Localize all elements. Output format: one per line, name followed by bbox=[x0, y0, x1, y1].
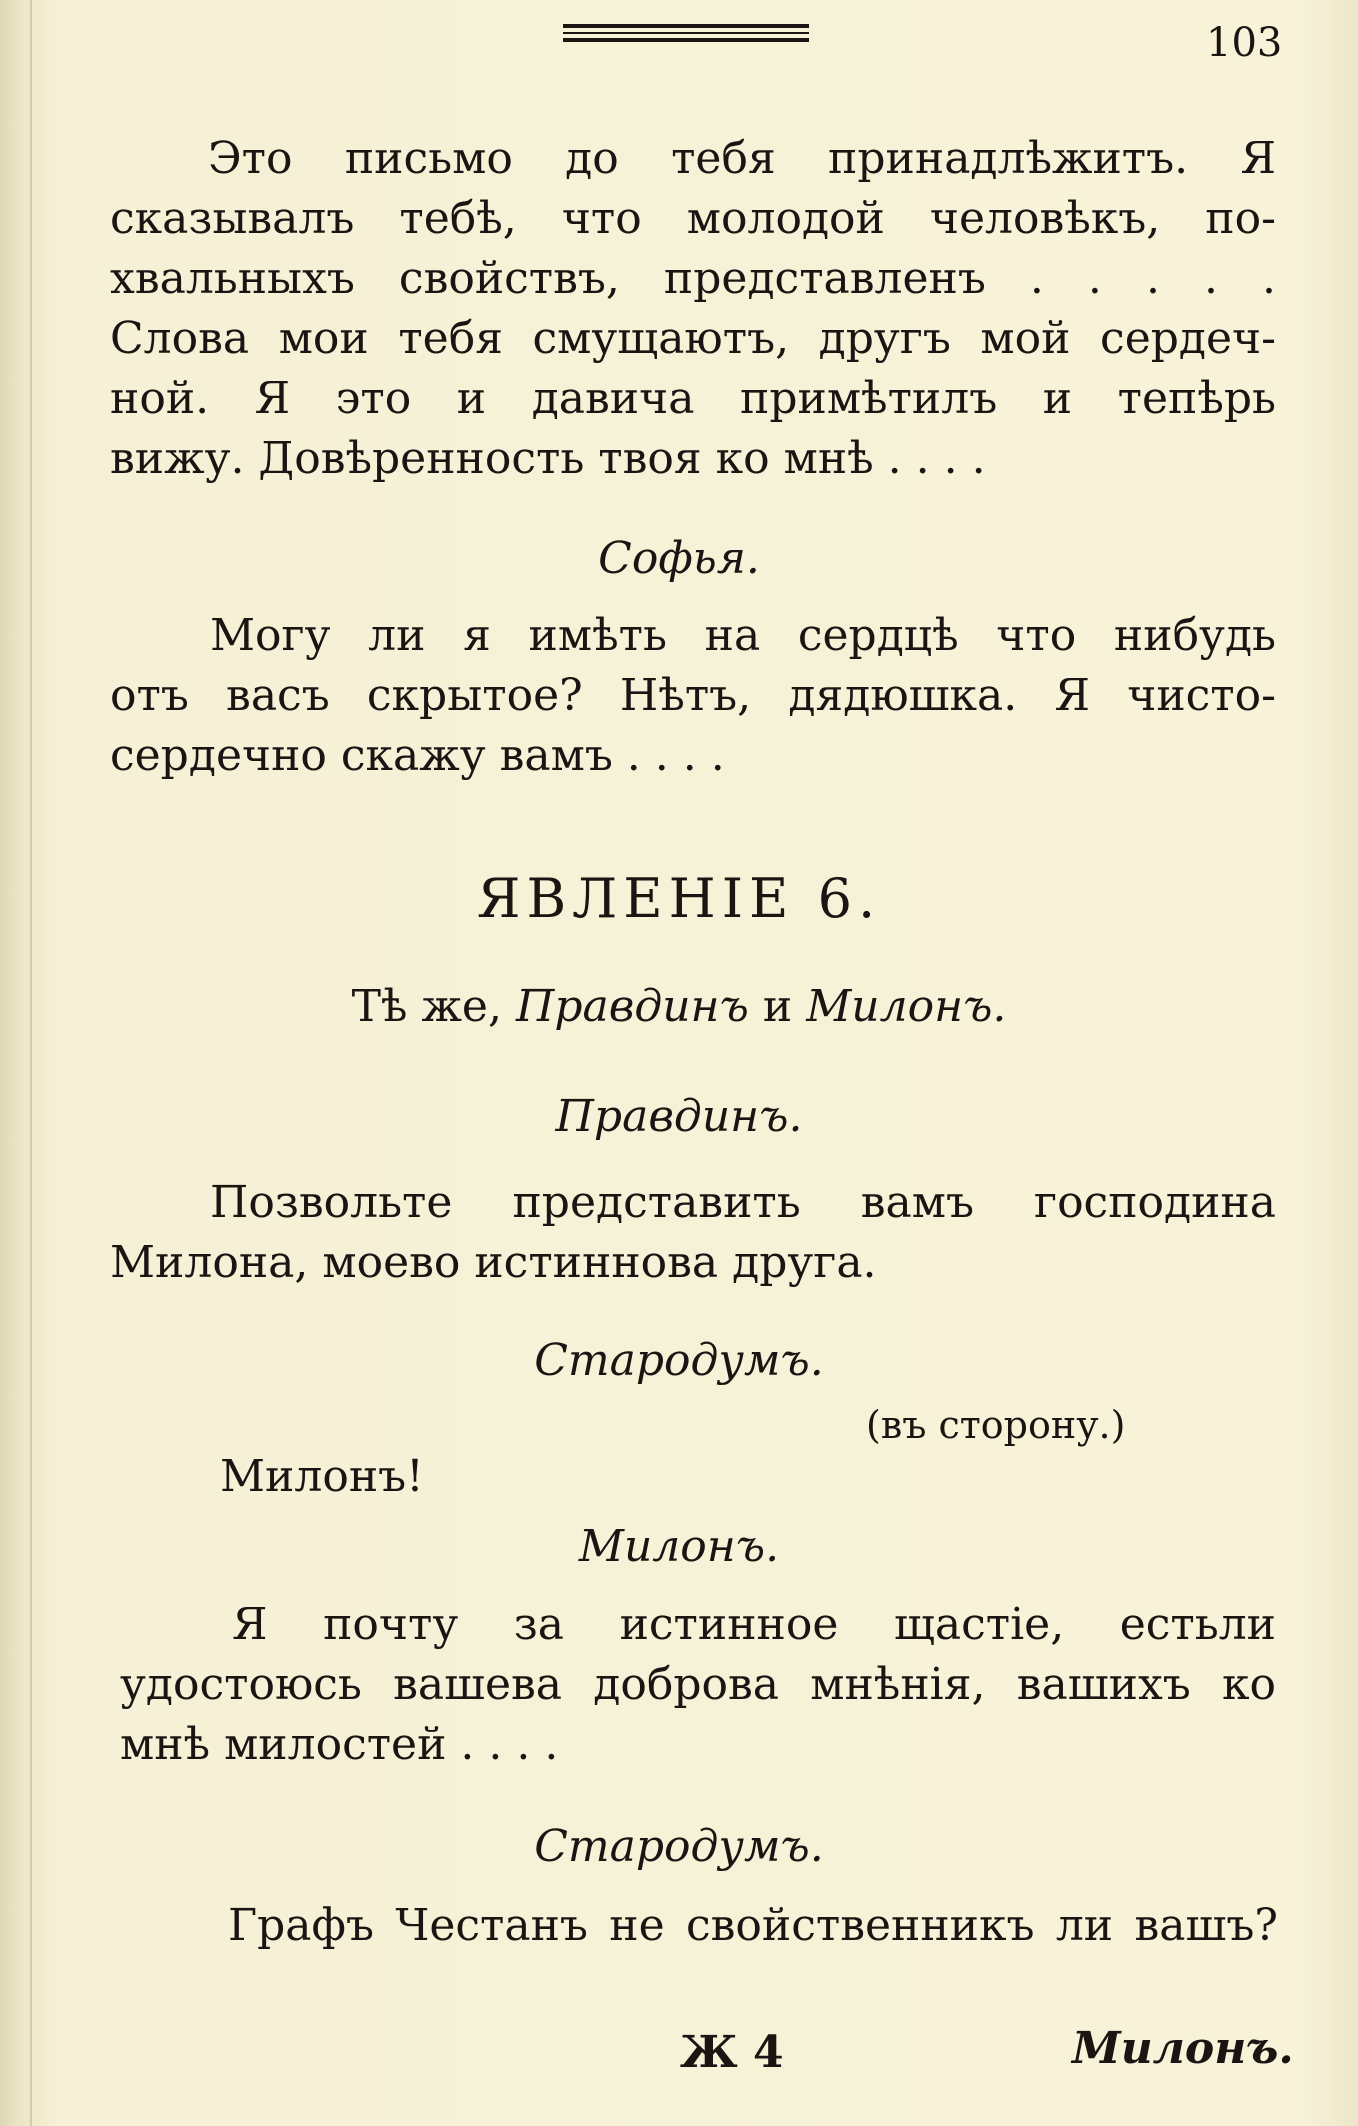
scene-cast bbox=[0, 976, 1358, 1038]
speaker-name: Стародумъ. bbox=[534, 1335, 824, 1386]
text-line: Слова мои тебя смущаютъ, другъ мой сердеч- bbox=[110, 313, 1276, 364]
text-line: отъ васъ скрытое? Нѣтъ, дядюшка. Я чисто- bbox=[110, 670, 1276, 721]
text-line: хвальныхъ свойствъ, представленъ . . . . . bbox=[110, 253, 1276, 304]
text-line: Милона, моево истиннова друга. bbox=[110, 1237, 877, 1288]
scene-heading: ЯВЛЕНІЕ 6. bbox=[476, 867, 882, 930]
header-rule-ornament bbox=[563, 24, 809, 46]
text-line: Я почту за истинное щастіе, естьли bbox=[232, 1599, 1276, 1650]
cast-plain: Тѣ же, bbox=[351, 981, 502, 1032]
text-line: Позвольте представить вамъ господина bbox=[210, 1177, 1276, 1228]
cast-milon: Милонъ. bbox=[806, 981, 1007, 1032]
catchword: Милонъ. bbox=[1072, 2023, 1294, 2074]
text-line: Могу ли я имѣть на сердцѣ что нибудь bbox=[210, 610, 1276, 661]
speaker-name: Милонъ. bbox=[578, 1521, 780, 1572]
speaker-name: Софья. bbox=[598, 533, 760, 584]
text-line: ной. Я это и давича примѣтилъ и тепѣрь bbox=[110, 373, 1276, 424]
cast-pravdin: Правдинъ bbox=[515, 981, 749, 1032]
text-line: вижу. Довѣренность твоя ко мнѣ . . . . bbox=[110, 433, 986, 484]
text-line: Это письмо до тебя принадлѣжитъ. Я bbox=[208, 133, 1276, 184]
cast-and: и bbox=[762, 981, 793, 1032]
speaker-name: Стародумъ. bbox=[534, 1821, 824, 1872]
page-gutter-edge bbox=[30, 0, 32, 2126]
text-line: сказывалъ тебѣ, что молодой человѣкъ, по- bbox=[110, 193, 1276, 244]
text-line: Графъ Честанъ не свойственникъ ли вашъ? bbox=[228, 1900, 1278, 1951]
text-line: Милонъ! bbox=[220, 1451, 424, 1502]
page-number: 103 bbox=[1206, 20, 1283, 66]
speaker-name: Правдинъ. bbox=[555, 1091, 803, 1142]
stage-direction: (въ сторону.) bbox=[866, 1403, 1126, 1447]
signature-mark: Ж 4 bbox=[680, 2027, 784, 2078]
text-line: мнѣ милостей . . . . bbox=[120, 1719, 559, 1770]
text-line: сердечно скажу вамъ . . . . bbox=[110, 730, 725, 781]
text-line: удостоюсь вашева доброва мнѣнія, вашихъ ко bbox=[120, 1659, 1276, 1710]
